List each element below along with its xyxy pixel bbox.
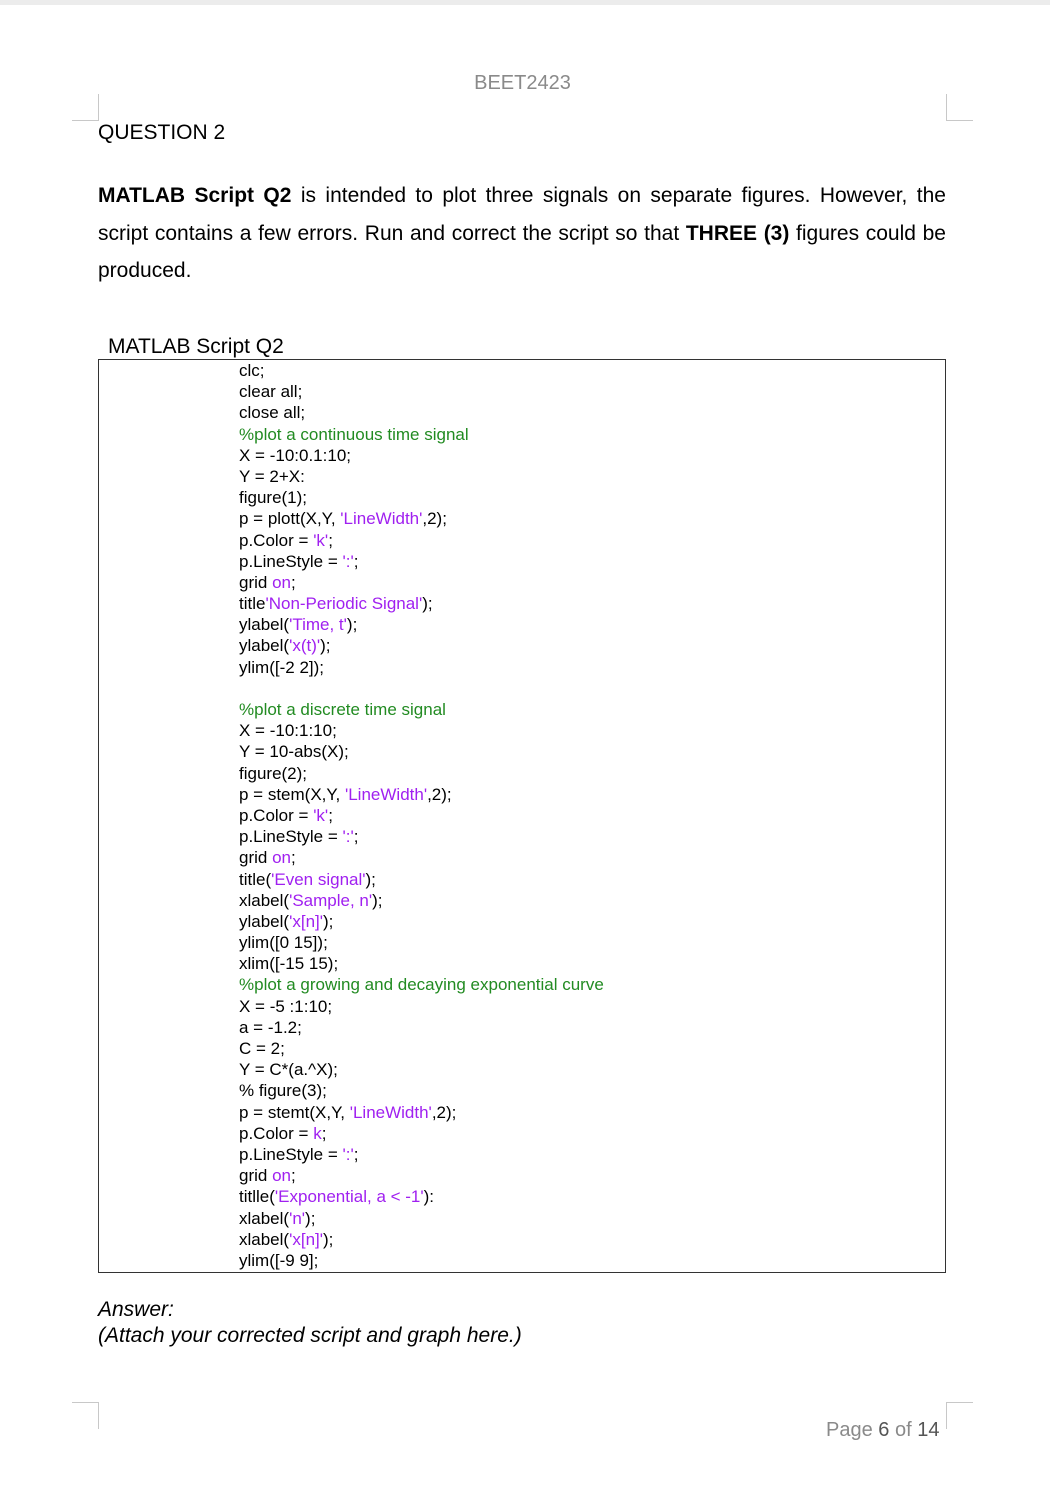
- code-line: [239, 1059, 604, 1080]
- code-string: 'k': [313, 805, 329, 825]
- code-string: 'LineWidth': [340, 509, 423, 529]
- code-text: );: [323, 911, 334, 931]
- code-line: [239, 953, 604, 974]
- code-string: 'LineWidth': [344, 784, 428, 804]
- code-line: [239, 996, 604, 1017]
- code-text: );: [346, 615, 358, 635]
- crop-mark-bottom-right: [946, 1402, 973, 1429]
- code-line: [239, 1102, 604, 1123]
- code-string: 'x[n]': [289, 911, 323, 931]
- code-line: [239, 1080, 604, 1101]
- code-text: C = 2;: [239, 1039, 285, 1058]
- code-line: [239, 678, 604, 699]
- code-text: close all;: [239, 403, 306, 423]
- code-line: [239, 1038, 604, 1059]
- code-text: ;: [321, 1123, 327, 1143]
- intro-script-name: MATLAB Script Q2: [98, 184, 292, 207]
- answer-label: Answer:: [98, 1298, 174, 1321]
- code-text: % figure(3);: [239, 1081, 327, 1101]
- footer-total-pages: 14: [917, 1419, 940, 1441]
- code-text: ;: [291, 848, 296, 868]
- code-text: ;: [353, 827, 359, 847]
- code-string: 'Sample, n': [289, 890, 373, 910]
- script-label: MATLAB Script Q2: [108, 335, 284, 358]
- code-string: 'k': [313, 530, 329, 550]
- code-text: ylim([0 15]);: [239, 933, 328, 953]
- code-text: ;: [291, 572, 296, 592]
- code-text: ylim([-9 9];: [239, 1250, 319, 1270]
- code-line: [239, 890, 604, 911]
- code-comment: %plot a growing and decaying exponential curve: [239, 975, 604, 995]
- code-text: );: [422, 594, 433, 614]
- code-string: 'Exponential, a < -1': [274, 1187, 424, 1207]
- code-line: [239, 741, 604, 762]
- code-line: [239, 784, 604, 805]
- code-text: ;: [328, 530, 333, 550]
- code-box: [98, 359, 946, 1273]
- code-text: title: [239, 594, 266, 614]
- code-line: [239, 932, 604, 953]
- code-text: p.Color =: [239, 530, 314, 550]
- code-text: p = stemt(X,Y,: [239, 1102, 350, 1122]
- code-text: ylabel(: [239, 911, 290, 931]
- code-text: grid: [239, 1166, 273, 1186]
- code-text: Y = 10-abs(X);: [239, 742, 349, 762]
- footer-of-word: of: [894, 1419, 912, 1441]
- code-string: 'LineWidth': [349, 1102, 432, 1122]
- code-text: a = -1.2;: [239, 1017, 302, 1037]
- code-line: [239, 1123, 604, 1144]
- code-listing: [239, 360, 604, 1271]
- code-text: p = stem(X,Y,: [239, 784, 345, 804]
- code-text: X = -10:1:10;: [239, 721, 337, 741]
- code-string: 'n': [289, 1208, 306, 1228]
- code-comment: %plot a discrete time signal: [239, 700, 446, 719]
- code-text: ;: [353, 551, 359, 571]
- code-line: [239, 805, 604, 826]
- code-line: [239, 826, 604, 847]
- code-line: [239, 657, 604, 678]
- question-intro: [98, 177, 946, 290]
- code-line: [239, 1144, 604, 1165]
- code-line: [239, 869, 604, 890]
- answer-section: [98, 1297, 522, 1349]
- code-text: p.LineStyle =: [239, 1144, 343, 1164]
- code-text: p.Color =: [239, 805, 314, 825]
- code-string: on: [272, 1166, 291, 1186]
- code-line: [239, 763, 604, 784]
- footer-current-page: 6: [878, 1419, 890, 1441]
- code-line: [239, 1165, 604, 1186]
- code-line: [239, 551, 604, 572]
- code-string: on: [272, 848, 291, 868]
- code-text: xlabel(: [239, 1229, 290, 1249]
- code-string: 'x(t)': [289, 636, 321, 656]
- code-text: clc;: [239, 361, 265, 380]
- code-text: figure(1);: [239, 488, 308, 508]
- answer-instruction: (Attach your corrected script and graph here.): [98, 1324, 522, 1347]
- code-line: [239, 593, 604, 614]
- code-string: k: [313, 1123, 322, 1143]
- code-text: clear all;: [239, 382, 303, 402]
- code-string: 'Time, t': [289, 615, 347, 635]
- crop-mark-top-right: [946, 94, 973, 121]
- code-string: 'x[n]': [289, 1229, 323, 1249]
- code-text: X = -5 :1:10;: [239, 996, 333, 1016]
- page-footer: [826, 1419, 939, 1442]
- code-text: );: [320, 636, 331, 656]
- code-text: ;: [353, 1144, 359, 1164]
- code-line: [239, 635, 604, 656]
- code-text: ylabel(: [239, 615, 290, 635]
- code-line: [239, 381, 604, 402]
- code-line: [239, 699, 604, 720]
- code-text: titlle(: [239, 1187, 275, 1207]
- code-line: [239, 466, 604, 487]
- code-line: [239, 508, 604, 529]
- code-text: );: [365, 869, 376, 889]
- intro-text-1: is intended to plot three signals on separate figures. However, the script contains a few errors. Run and correct the script so that: [98, 184, 946, 245]
- intro-text-2: figures could be produced.: [98, 221, 946, 282]
- code-text: ,2);: [427, 784, 452, 804]
- code-text: ylim([-2 2]);: [239, 657, 324, 677]
- code-text: ylabel(: [239, 636, 290, 656]
- page-header: BEET2423: [474, 72, 571, 94]
- code-text: ;: [328, 805, 333, 825]
- code-line: [239, 720, 604, 741]
- code-line: [239, 424, 604, 445]
- code-text: ;: [291, 1166, 296, 1186]
- code-line: [239, 911, 604, 932]
- code-line: [239, 1208, 604, 1229]
- code-text: X = -10:0.1:10;: [239, 445, 351, 465]
- code-text: xlim([-15 15);: [239, 954, 339, 974]
- code-comment: %plot a continuous time signal: [239, 424, 469, 444]
- code-text: p.Color =: [239, 1123, 314, 1143]
- code-line: [239, 974, 604, 995]
- question-title: QUESTION 2: [98, 121, 226, 144]
- code-line: [239, 1229, 604, 1250]
- code-text: p = plott(X,Y,: [239, 509, 341, 529]
- code-line: [239, 614, 604, 635]
- crop-mark-bottom-left: [72, 1402, 99, 1429]
- code-line: [239, 360, 604, 381]
- code-line: [239, 847, 604, 868]
- code-text: p.LineStyle =: [239, 551, 343, 571]
- code-line: [239, 445, 604, 466]
- intro-emphasis: THREE (3): [685, 221, 790, 245]
- code-text: grid: [239, 848, 273, 868]
- footer-page-word: Page: [826, 1419, 873, 1441]
- code-text: ,2);: [431, 1102, 457, 1122]
- code-text: ):: [423, 1187, 435, 1207]
- code-text: xlabel(: [239, 1208, 290, 1228]
- code-line: [239, 1186, 604, 1207]
- code-text: Y = 2+X:: [239, 466, 305, 486]
- code-string: ':': [342, 827, 354, 847]
- code-text: Y = C*(a.^X);: [239, 1060, 338, 1080]
- code-line: [239, 1017, 604, 1038]
- code-text: );: [323, 1229, 334, 1249]
- code-string: 'Non-Periodic Signal': [265, 594, 423, 614]
- code-text: title(: [239, 869, 272, 889]
- code-line: [239, 402, 604, 423]
- code-text: p.LineStyle =: [239, 827, 343, 847]
- code-text: grid: [239, 572, 273, 592]
- code-text: ,2);: [422, 509, 447, 529]
- code-string: on: [272, 572, 291, 592]
- code-text: figure(2);: [239, 763, 308, 783]
- code-line: [239, 1250, 604, 1271]
- code-text: xlabel(: [239, 890, 290, 910]
- code-line: [239, 487, 604, 508]
- code-text: );: [372, 890, 383, 910]
- code-string: ':': [342, 551, 354, 571]
- code-line: [239, 572, 604, 593]
- code-string: 'Even signal': [271, 869, 366, 889]
- code-string: ':': [342, 1144, 354, 1164]
- top-bar: [0, 0, 1050, 5]
- crop-mark-top-left: [72, 94, 99, 121]
- code-line: [239, 530, 604, 551]
- code-text: );: [305, 1208, 316, 1228]
